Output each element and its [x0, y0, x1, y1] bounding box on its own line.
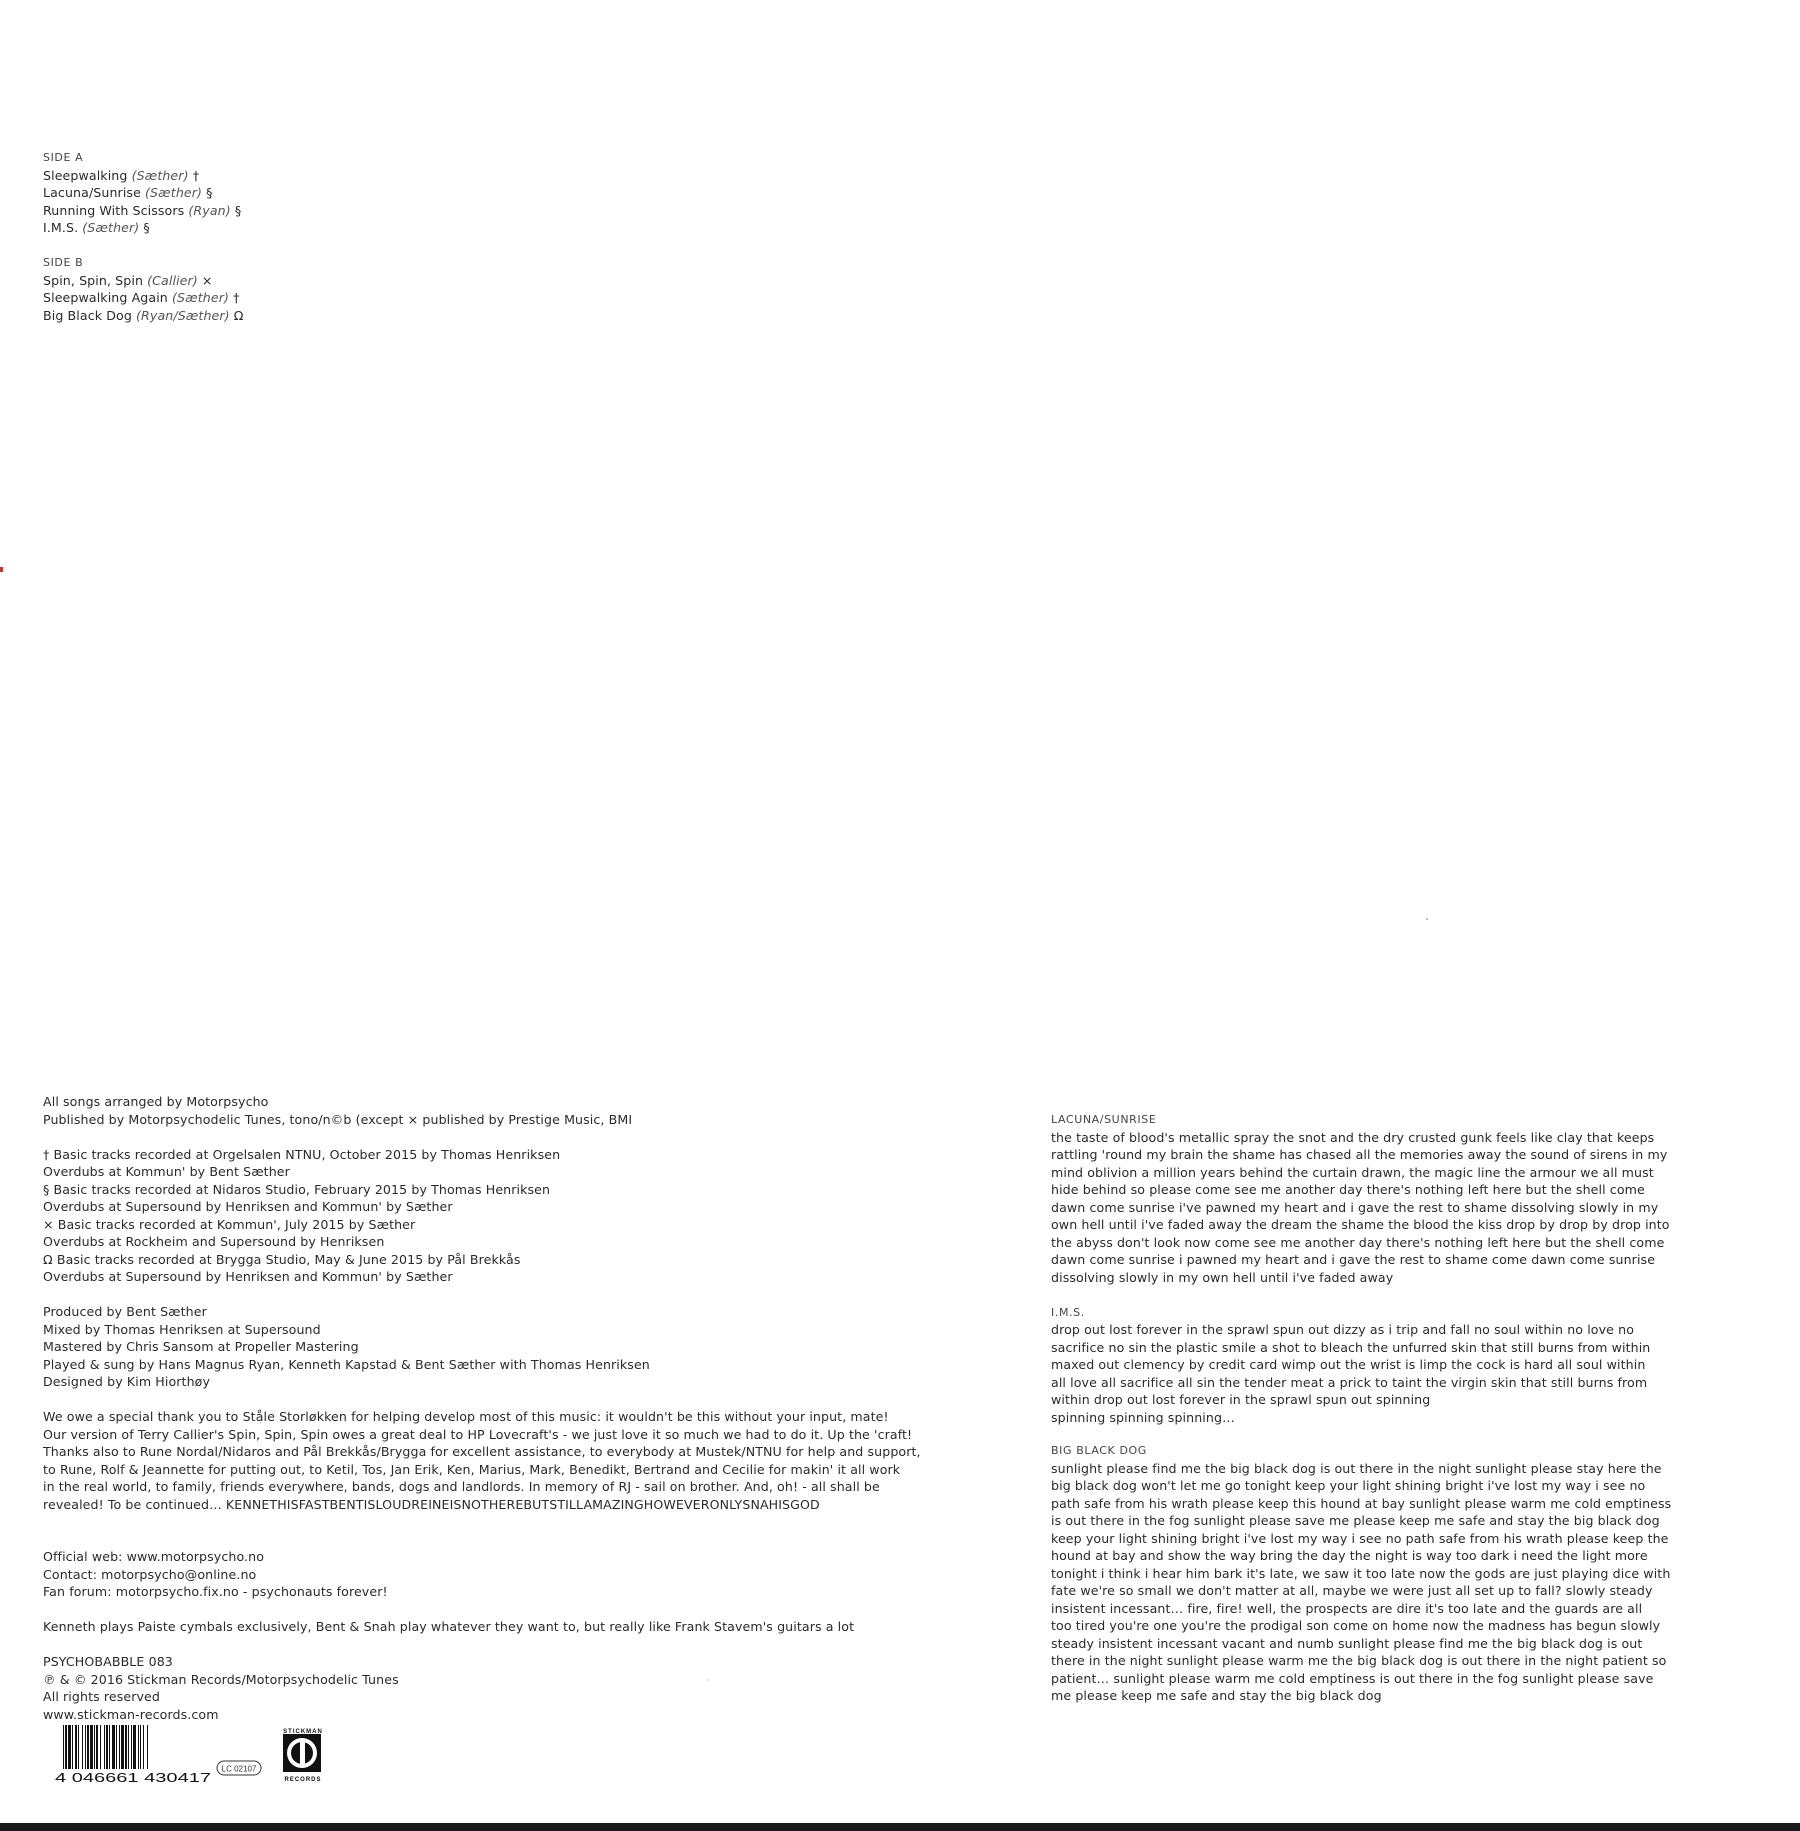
tracklist — [43, 149, 244, 324]
gear-note: Kenneth plays Paiste cymbals exclusively, Bent & Snah play whatever they want to, but really like Frank Stavem's guitars a lot — [43, 1619, 855, 1634]
label-website[interactable]: www.stickman-records.com — [43, 1706, 219, 1722]
credit-line: † Basic tracks recorded at Orgelsalen NTNU, October 2015 by Thomas Henriksen — [43, 1146, 561, 1162]
lyric-line: keep your light shining bright i've lost my way i see no path safe from his wrath please keep the — [1051, 1530, 1669, 1546]
side-b-heading: SIDE B — [43, 256, 84, 269]
credit-line: Ω Basic tracks recorded at Brygga Studio, May & June 2015 by Pål Brekkås — [43, 1251, 521, 1267]
lyric-line: hide behind so please come see me another day there's nothing left here but the shell come — [1051, 1182, 1645, 1197]
credit-line: Overdubs at Supersound by Henriksen and Kommun' by Sæther — [43, 1199, 453, 1214]
lc-logo — [216, 1760, 262, 1776]
track-mark: † — [233, 290, 240, 305]
stickman-records-logo — [275, 1727, 331, 1782]
thanks-line: We owe a special thank you to Ståle Storløkken for helping develop most of this music: it wouldn't be this without your input, mate! — [43, 1409, 889, 1424]
thanks-line: to Rune, Rolf & Jeannette for putting out, to Ketil, Tos, Jan Erik, Ken, Marius, Mark, Benedikt, Bertrand and Cecilie for makin' it all work — [43, 1461, 901, 1477]
svg-text:STICKMAN: STICKMAN — [283, 1729, 323, 1735]
lyric-line: mind oblivion a million years behind the curtain drawn, the magic line the armour we all must — [1051, 1164, 1654, 1180]
track-mark: × — [201, 272, 213, 288]
credit-line: Produced by Bent Sæther — [43, 1304, 207, 1319]
barcode — [55, 1725, 211, 1783]
speck — [1426, 918, 1428, 920]
track-credit: (Sæther) — [172, 290, 229, 305]
track-title: Big Black Dog — [43, 307, 132, 323]
track-mark: † — [192, 167, 200, 183]
credit-line: Overdubs at Rockheim and Supersound by Henriksen — [43, 1234, 385, 1249]
credit-line: Overdubs at Supersound by Henriksen and Kommun' by Sæther — [43, 1269, 453, 1284]
track-title: Lacuna/Sunrise — [43, 185, 141, 200]
track-row — [43, 289, 244, 307]
track-row — [43, 219, 244, 237]
track-credit: (Sæther) — [82, 220, 140, 235]
svg-text:RECORDS: RECORDS — [284, 1777, 322, 1782]
track-mark: Ω — [233, 307, 244, 323]
track-title: Sleepwalking Again — [43, 290, 168, 305]
lyric-heading: LACUNA/SUNRISE — [1051, 1113, 1157, 1126]
fan-forum[interactable]: Fan forum: motorpsycho.fix.no - psychonauts forever! — [43, 1584, 388, 1599]
lyric-line: patient… sunlight please warm me cold emptiness is out there in the fog sunlight please save — [1051, 1670, 1654, 1686]
contact-email[interactable]: Contact: motorpsycho@online.no — [43, 1566, 257, 1582]
lyric-line: spinning spinning spinning… — [1051, 1409, 1235, 1425]
credit-line: Mastered by Chris Sansom at Propeller Mastering — [43, 1339, 359, 1354]
track-row — [43, 272, 244, 290]
credit-line: § Basic tracks recorded at Nidaros Studio, February 2015 by Thomas Henriksen — [43, 1181, 551, 1197]
barcode-number: 4 046661 430417 — [55, 1770, 211, 1783]
lyric-line: too tired you're one you're the prodigal son come on home now the madness has begun slowly — [1051, 1618, 1661, 1633]
lyric-line: within drop out lost forever in the sprawl spun out spinning — [1051, 1392, 1431, 1407]
official-web[interactable]: Official web: www.motorpsycho.no — [43, 1549, 265, 1564]
lyrics — [1051, 1111, 1671, 1705]
track-title: I.M.S. — [43, 220, 79, 235]
bottom-edge — [0, 1823, 1800, 1831]
lyric-line: rattling 'round my brain the shame has chased all the memories away the sound of sirens in my — [1051, 1147, 1668, 1162]
credits — [43, 1093, 921, 1723]
credit-line: Published by Motorpsychodelic Tunes, tono/n©b (except × published by Prestige Music, BMI — [43, 1111, 633, 1127]
lyric-line: own hell until i've faded away the dream the shame the blood the kiss drop by drop by drop into — [1051, 1217, 1670, 1232]
thanks-line: revealed! To be continued… KENNETHISFASTBENTISLOUDREINEISNOTHEREBUTSTILLAMAZINGHOWEVERONLYSNAHISGOD — [43, 1496, 820, 1512]
track-title: Running With Scissors — [43, 202, 185, 218]
track-credit: (Callier) — [147, 272, 198, 288]
track-mark: § — [143, 220, 150, 235]
footer-logos — [55, 1725, 345, 1785]
lyric-line: path safe from his wrath please keep this hound at bay sunlight please warm me cold emptiness — [1051, 1495, 1672, 1511]
thanks-line: Thanks also to Rune Nordal/Nidaros and Pål Brekkås/Brygga for excellent assistance, to everybody at Mustek/NTNU for help and support, — [43, 1444, 921, 1459]
credit-line: Played & sung by Hans Magnus Ryan, Kenneth Kapstad & Bent Sæther with Thomas Henriksen — [43, 1356, 650, 1372]
lyric-line: is out there in the fog sunlight please save me please keep me safe and stay the big black dog — [1051, 1513, 1660, 1528]
copyright: ℗ & © 2016 Stickman Records/Motorpsychodelic Tunes — [43, 1671, 399, 1687]
lyric-line: tonight i think i hear him bark it's late, we saw it too late now the gods are just playing dice with — [1051, 1565, 1671, 1581]
lyric-line: maxed out clemency by credit card wimp out the wrist is limp the cock is hard all soul within — [1051, 1357, 1646, 1372]
track-mark: § — [234, 202, 242, 218]
track-title: Spin, Spin, Spin — [43, 272, 144, 288]
track-credit: (Sæther) — [145, 185, 203, 200]
track-credit: (Sæther) — [131, 167, 189, 183]
lyric-line: drop out lost forever in the sprawl spun out dizzy as i trip and fall no soul within no love no — [1051, 1322, 1635, 1337]
lyric-line: the taste of blood's metallic spray the snot and the dry crusted gunk feels like clay that keeps — [1051, 1129, 1655, 1145]
side-a-heading: SIDE A — [43, 151, 84, 164]
lyric-line: me please keep me safe and stay the big black dog — [1051, 1688, 1382, 1703]
lyric-heading: I.M.S. — [1051, 1305, 1085, 1319]
rights-reserved: All rights reserved — [43, 1689, 161, 1704]
lyric-line: all love all sacrifice all sin the tender meat a prick to taint the virgin skin that still burns from — [1051, 1374, 1648, 1390]
lyric-line: big black dog won't let me go tonight keep your light shining bright i've lost my way i see no — [1051, 1478, 1646, 1493]
lyric-line: hound at bay and show the way bring the day the night is way too dark i need the light more — [1051, 1548, 1648, 1563]
edge-mark — [0, 567, 3, 572]
lc-code: LC 02107 — [221, 1764, 257, 1774]
track-credit: (Ryan/Sæther) — [136, 307, 230, 323]
credit-line: × Basic tracks recorded at Kommun', July 2015 by Sæther — [43, 1216, 416, 1232]
credit-line: Mixed by Thomas Henriksen at Supersound — [43, 1321, 321, 1337]
thanks-line: in the real world, to family, friends everywhere, bands, dogs and landlords. In memory of RJ - sail on brother. And, oh! - all shall be — [43, 1479, 880, 1494]
lyric-line: dissolving slowly in my own hell until i've faded away — [1051, 1269, 1394, 1285]
lyric-line: steady insistent incessant vacant and numb sunlight please find me the big black dog is out — [1051, 1635, 1643, 1651]
lyric-line: the abyss don't look now come see me another day there's nothing left here but the shell come — [1051, 1234, 1665, 1250]
track-row — [43, 202, 244, 220]
lyric-line: fate we're so small we don't matter at all, maybe we were just all set up to fall? slowly steady — [1051, 1583, 1653, 1598]
lyric-line: sunlight please find me the big black dog is out there in the night sunlight please stay here the — [1051, 1460, 1662, 1476]
lyric-line: dawn come sunrise i pawned my heart and i gave the rest to shame come dawn come sunrise — [1051, 1252, 1656, 1267]
track-row — [43, 184, 244, 202]
lyric-heading: BIG BLACK DOG — [1051, 1444, 1147, 1457]
lyric-line: sacrifice no sin the plastic smile a shot to bleach the unfurred skin that still burns from within — [1051, 1339, 1651, 1355]
track-row — [43, 307, 244, 325]
credit-line: Designed by Kim Hiorthøy — [43, 1374, 211, 1389]
lyric-line: there in the night sunlight please warm me the big black dog is out there in the night patient so — [1051, 1653, 1667, 1668]
catalog-number: PSYCHOBABBLE 083 — [43, 1654, 173, 1669]
track-row — [43, 167, 244, 185]
lyric-line: dawn come sunrise i've pawned my heart and i gave the rest to shame dissolving slowly in my — [1051, 1199, 1659, 1215]
track-mark: § — [206, 185, 213, 200]
credit-line: All songs arranged by Motorpsycho — [43, 1094, 269, 1109]
lyric-line: insistent incessant… fire, fire! well, the prospects are dire it's too late and the guards are all — [1051, 1600, 1643, 1616]
track-credit: (Ryan) — [188, 202, 231, 218]
track-title: Sleepwalking — [43, 167, 128, 183]
credit-line: Overdubs at Kommun' by Bent Sæther — [43, 1164, 290, 1179]
thanks-line: Our version of Terry Callier's Spin, Spin, Spin owes a great deal to HP Lovecraft's - we just love it so much we had to do it. Up the 'craft! — [43, 1426, 913, 1442]
